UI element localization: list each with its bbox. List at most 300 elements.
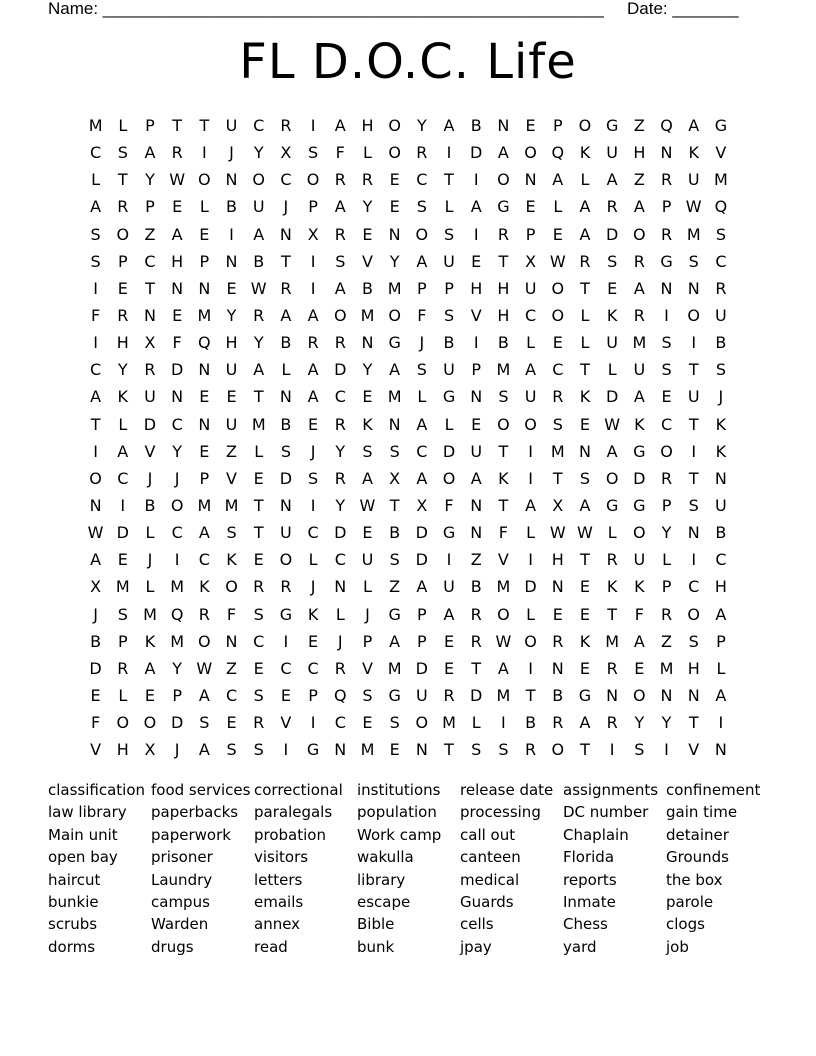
grid-letter[interactable]: S — [253, 686, 264, 706]
grid-letter[interactable]: E — [634, 658, 645, 678]
grid-letter[interactable]: S — [634, 740, 645, 760]
grid-letter[interactable]: R — [280, 577, 292, 597]
grid-letter[interactable]: O — [116, 224, 130, 244]
grid-letter[interactable]: R — [443, 686, 455, 706]
grid-letter[interactable]: C — [253, 116, 265, 136]
grid-letter[interactable]: S — [688, 631, 699, 651]
grid-letter[interactable]: P — [362, 631, 373, 651]
grid-letter[interactable]: P — [308, 197, 318, 217]
grid-letter[interactable]: A — [552, 170, 564, 190]
grid-letter[interactable]: S — [579, 468, 591, 488]
grid-letter[interactable]: T — [580, 740, 590, 760]
grid-letter[interactable]: T — [199, 116, 210, 136]
grid-letter[interactable]: T — [580, 360, 590, 380]
grid-letter[interactable]: C — [90, 360, 102, 380]
grid-letter[interactable]: I — [473, 224, 479, 244]
grid-letter[interactable]: R — [660, 468, 673, 488]
grid-letter[interactable]: C — [280, 170, 292, 190]
grid-letter[interactable]: M — [714, 170, 728, 190]
grid-letter[interactable]: A — [334, 197, 346, 217]
grid-letter[interactable]: A — [525, 496, 537, 516]
grid-letter[interactable]: M — [387, 387, 402, 407]
grid-letter[interactable]: I — [691, 550, 697, 570]
grid-letter[interactable]: R — [552, 631, 564, 651]
grid-letter[interactable]: G — [388, 604, 401, 624]
grid-letter[interactable]: S — [280, 441, 291, 461]
grid-letter[interactable]: I — [310, 251, 316, 271]
grid-letter[interactable]: O — [225, 577, 238, 597]
grid-letter[interactable]: S — [253, 740, 264, 760]
grid-letter[interactable]: T — [688, 360, 699, 380]
grid-letter[interactable]: A — [525, 360, 537, 380]
grid-letter[interactable]: B — [144, 496, 156, 516]
grid-letter[interactable]: K — [226, 550, 237, 570]
grid-letter[interactable]: E — [471, 414, 482, 434]
grid-letter[interactable]: Z — [389, 577, 401, 597]
grid-letter[interactable]: C — [525, 306, 537, 326]
grid-letter[interactable]: I — [473, 333, 479, 353]
grid-letter[interactable]: M — [496, 360, 511, 380]
grid-letter[interactable]: N — [687, 686, 700, 706]
grid-letter[interactable]: R — [606, 550, 618, 570]
grid-letter[interactable]: S — [226, 523, 237, 543]
grid-letter[interactable]: Z — [226, 658, 238, 678]
grid-letter[interactable]: P — [172, 686, 182, 706]
grid-letter[interactable]: R — [606, 658, 618, 678]
grid-letter[interactable]: R — [171, 143, 183, 163]
grid-letter[interactable]: H — [225, 333, 238, 353]
grid-letter[interactable]: T — [607, 604, 618, 624]
grid-letter[interactable]: N — [279, 224, 292, 244]
grid-letter[interactable]: S — [117, 604, 128, 624]
grid-letter[interactable]: B — [497, 333, 509, 353]
grid-letter[interactable]: W — [495, 631, 512, 651]
grid-letter[interactable]: O — [442, 468, 456, 488]
grid-letter[interactable]: O — [551, 278, 565, 298]
grid-letter[interactable]: V — [90, 740, 102, 760]
grid-letter[interactable]: N — [470, 387, 483, 407]
grid-letter[interactable]: R — [253, 713, 265, 733]
grid-letter[interactable]: E — [389, 170, 400, 190]
grid-letter[interactable]: P — [417, 278, 427, 298]
grid-letter[interactable]: W — [250, 278, 267, 298]
grid-letter[interactable]: A — [579, 713, 591, 733]
grid-letter[interactable]: Y — [226, 306, 237, 326]
grid-letter[interactable]: N — [687, 278, 700, 298]
grid-letter[interactable]: N — [89, 496, 102, 516]
grid-letter[interactable]: W — [196, 658, 213, 678]
grid-letter[interactable]: A — [443, 116, 455, 136]
grid-letter[interactable]: T — [90, 414, 101, 434]
grid-letter[interactable]: D — [334, 523, 347, 543]
grid-letter[interactable]: R — [253, 577, 265, 597]
grid-letter[interactable]: L — [716, 658, 726, 678]
grid-letter[interactable]: A — [198, 523, 210, 543]
grid-letter[interactable]: G — [388, 333, 401, 353]
grid-letter[interactable]: U — [633, 550, 646, 570]
grid-letter[interactable]: I — [283, 631, 289, 651]
grid-letter[interactable]: T — [117, 170, 128, 190]
grid-letter[interactable]: O — [524, 631, 537, 651]
grid-letter[interactable]: I — [283, 740, 289, 760]
grid-letter[interactable]: E — [117, 550, 128, 570]
grid-letter[interactable]: Y — [172, 441, 183, 461]
grid-letter[interactable]: Z — [226, 441, 238, 461]
grid-letter[interactable]: F — [444, 496, 454, 516]
grid-letter[interactable]: C — [334, 713, 346, 733]
grid-letter[interactable]: D — [470, 686, 483, 706]
grid-letter[interactable]: D — [143, 414, 157, 434]
grid-letter[interactable]: E — [389, 740, 400, 760]
grid-letter[interactable]: C — [307, 658, 319, 678]
grid-letter[interactable]: M — [496, 686, 511, 706]
grid-letter[interactable]: R — [198, 604, 210, 624]
grid-letter[interactable]: A — [117, 441, 129, 461]
grid-letter[interactable]: W — [685, 197, 702, 217]
grid-letter[interactable]: T — [525, 686, 536, 706]
grid-letter[interactable]: H — [361, 116, 374, 136]
grid-letter[interactable]: L — [662, 550, 671, 570]
grid-letter[interactable]: I — [609, 740, 615, 760]
grid-letter[interactable]: J — [337, 631, 343, 651]
grid-letter[interactable]: J — [419, 333, 425, 353]
grid-letter[interactable]: K — [715, 414, 727, 434]
grid-letter[interactable]: R — [334, 224, 346, 244]
grid-letter[interactable]: B — [552, 686, 564, 706]
grid-letter[interactable]: W — [169, 170, 186, 190]
grid-letter[interactable]: D — [470, 143, 483, 163]
grid-letter[interactable]: D — [170, 360, 184, 380]
grid-letter[interactable]: M — [496, 577, 511, 597]
grid-letter[interactable]: J — [147, 550, 153, 570]
grid-letter[interactable]: G — [605, 116, 619, 136]
grid-letter[interactable]: O — [333, 306, 347, 326]
grid-letter[interactable]: M — [387, 658, 402, 678]
grid-letter[interactable]: S — [308, 468, 319, 488]
grid-letter[interactable]: N — [415, 740, 428, 760]
grid-letter[interactable]: B — [280, 414, 292, 434]
grid-letter[interactable]: O — [415, 224, 429, 244]
grid-letter[interactable]: U — [687, 170, 700, 190]
grid-letter[interactable]: M — [550, 441, 565, 461]
grid-letter[interactable]: I — [664, 306, 669, 326]
grid-letter[interactable]: N — [198, 278, 211, 298]
grid-letter[interactable]: E — [172, 306, 183, 326]
grid-letter[interactable]: A — [715, 686, 727, 706]
grid-letter[interactable]: R — [579, 251, 591, 271]
grid-letter[interactable]: H — [116, 333, 129, 353]
grid-letter[interactable]: A — [579, 197, 591, 217]
grid-letter[interactable]: T — [172, 116, 183, 136]
grid-letter[interactable]: D — [89, 658, 102, 678]
grid-letter[interactable]: B — [361, 278, 373, 298]
grid-letter[interactable]: L — [607, 523, 617, 543]
grid-letter[interactable]: R — [280, 116, 292, 136]
grid-letter[interactable]: J — [174, 740, 180, 760]
grid-letter[interactable]: F — [498, 523, 508, 543]
grid-letter[interactable]: Y — [335, 441, 346, 461]
grid-letter[interactable]: L — [444, 414, 454, 434]
grid-letter[interactable]: P — [471, 360, 482, 380]
grid-letter[interactable]: U — [252, 197, 265, 217]
grid-letter[interactable]: J — [147, 468, 153, 488]
grid-letter[interactable]: L — [145, 577, 155, 597]
grid-letter[interactable]: R — [334, 414, 346, 434]
grid-letter[interactable]: S — [389, 441, 400, 461]
grid-letter[interactable]: M — [686, 224, 701, 244]
grid-letter[interactable]: F — [417, 306, 427, 326]
grid-letter[interactable]: R — [552, 713, 564, 733]
grid-letter[interactable]: P — [117, 251, 128, 271]
grid-letter[interactable]: O — [633, 224, 646, 244]
grid-letter[interactable]: G — [633, 441, 646, 461]
grid-letter[interactable]: A — [171, 224, 183, 244]
grid-letter[interactable]: G — [306, 740, 320, 760]
grid-letter[interactable]: N — [606, 686, 619, 706]
grid-letter[interactable]: L — [526, 333, 536, 353]
grid-letter[interactable]: Q — [170, 604, 184, 624]
grid-letter[interactable]: O — [633, 686, 646, 706]
grid-letter[interactable]: T — [253, 387, 264, 407]
grid-letter[interactable]: G — [714, 116, 728, 136]
grid-letter[interactable]: O — [524, 143, 537, 163]
grid-letter[interactable]: U — [687, 387, 700, 407]
grid-letter[interactable]: M — [659, 658, 674, 678]
grid-letter[interactable]: P — [525, 224, 536, 244]
grid-letter[interactable]: N — [225, 251, 238, 271]
grid-letter[interactable]: R — [334, 170, 346, 190]
grid-letter[interactable]: T — [145, 278, 155, 298]
grid-letter[interactable]: L — [91, 170, 101, 190]
grid-letter[interactable]: N — [279, 387, 292, 407]
grid-letter[interactable]: L — [363, 143, 372, 163]
grid-letter[interactable]: R — [470, 604, 482, 624]
grid-letter[interactable]: S — [607, 251, 618, 271]
grid-letter[interactable]: X — [144, 333, 156, 353]
grid-letter[interactable]: B — [226, 197, 238, 217]
grid-letter[interactable]: O — [551, 306, 565, 326]
grid-letter[interactable]: N — [388, 414, 401, 434]
grid-letter[interactable]: K — [144, 631, 156, 651]
grid-letter[interactable]: L — [580, 306, 590, 326]
grid-letter[interactable]: T — [389, 496, 400, 516]
grid-letter[interactable]: L — [607, 360, 617, 380]
grid-letter[interactable]: I — [120, 496, 126, 516]
grid-letter[interactable]: S — [661, 360, 672, 380]
date-field[interactable]: Date: _______ — [627, 0, 739, 18]
grid-letter[interactable]: R — [525, 740, 537, 760]
grid-letter[interactable]: N — [225, 631, 238, 651]
grid-letter[interactable]: U — [443, 251, 455, 271]
grid-letter[interactable]: O — [687, 306, 701, 326]
grid-letter[interactable]: A — [416, 577, 428, 597]
grid-letter[interactable]: C — [307, 523, 319, 543]
grid-letter[interactable]: C — [552, 360, 564, 380]
grid-letter[interactable]: A — [606, 441, 618, 461]
grid-letter[interactable]: L — [118, 116, 128, 136]
grid-letter[interactable]: E — [471, 251, 482, 271]
grid-letter[interactable]: I — [201, 143, 207, 163]
grid-letter[interactable]: W — [87, 523, 104, 543]
grid-letter[interactable]: T — [281, 251, 291, 271]
grid-letter[interactable]: Z — [633, 116, 645, 136]
grid-letter[interactable]: O — [415, 713, 429, 733]
grid-letter[interactable]: N — [388, 224, 401, 244]
grid-letter[interactable]: A — [688, 116, 700, 136]
grid-letter[interactable]: S — [308, 143, 319, 163]
grid-letter[interactable]: U — [606, 143, 619, 163]
grid-letter[interactable]: C — [715, 251, 727, 271]
grid-letter[interactable]: N — [660, 278, 673, 298]
grid-letter[interactable]: J — [283, 197, 289, 217]
grid-letter[interactable]: S — [661, 333, 672, 353]
grid-letter[interactable]: U — [443, 577, 455, 597]
grid-letter[interactable]: E — [552, 224, 563, 244]
grid-letter[interactable]: G — [279, 604, 293, 624]
grid-letter[interactable]: A — [416, 251, 428, 271]
grid-letter[interactable]: S — [389, 713, 400, 733]
grid-letter[interactable]: F — [634, 604, 644, 624]
grid-letter[interactable]: C — [198, 550, 210, 570]
grid-letter[interactable]: A — [470, 468, 482, 488]
grid-letter[interactable]: I — [528, 441, 533, 461]
grid-letter[interactable]: X — [280, 143, 292, 163]
grid-letter[interactable]: I — [310, 713, 316, 733]
grid-letter[interactable]: R — [552, 387, 564, 407]
grid-letter[interactable]: N — [470, 523, 483, 543]
grid-letter[interactable]: T — [253, 496, 264, 516]
grid-letter[interactable]: J — [93, 604, 98, 624]
grid-letter[interactable]: E — [199, 441, 210, 461]
grid-letter[interactable]: R — [334, 333, 346, 353]
grid-letter[interactable]: T — [471, 658, 482, 678]
grid-letter[interactable]: U — [144, 387, 156, 407]
grid-letter[interactable]: D — [605, 224, 619, 244]
grid-letter[interactable]: R — [660, 224, 673, 244]
grid-letter[interactable]: R — [606, 713, 618, 733]
grid-letter[interactable]: R — [361, 170, 374, 190]
grid-letter[interactable]: P — [145, 197, 155, 217]
grid-letter[interactable]: R — [660, 170, 673, 190]
grid-letter[interactable]: O — [633, 523, 646, 543]
grid-letter[interactable]: A — [633, 197, 645, 217]
grid-letter[interactable]: I — [718, 713, 724, 733]
grid-letter[interactable]: N — [198, 414, 211, 434]
grid-letter[interactable]: L — [553, 197, 563, 217]
grid-letter[interactable]: I — [310, 116, 316, 136]
grid-letter[interactable]: B — [715, 333, 727, 353]
grid-letter[interactable]: M — [224, 496, 239, 516]
grid-letter[interactable]: E — [199, 224, 210, 244]
grid-letter[interactable]: O — [687, 604, 701, 624]
grid-letter[interactable]: M — [197, 496, 212, 516]
grid-letter[interactable]: I — [93, 278, 98, 298]
grid-letter[interactable]: G — [497, 197, 510, 217]
grid-letter[interactable]: P — [661, 577, 672, 597]
grid-letter[interactable]: S — [688, 251, 699, 271]
grid-letter[interactable]: A — [90, 387, 102, 407]
grid-letter[interactable]: G — [442, 387, 456, 407]
grid-letter[interactable]: V — [688, 740, 700, 760]
grid-letter[interactable]: A — [715, 604, 727, 624]
grid-letter[interactable]: R — [633, 251, 645, 271]
grid-letter[interactable]: A — [334, 116, 346, 136]
grid-letter[interactable]: L — [417, 387, 427, 407]
grid-letter[interactable]: A — [633, 278, 645, 298]
grid-letter[interactable]: S — [90, 251, 101, 271]
grid-letter[interactable]: C — [715, 550, 727, 570]
grid-letter[interactable]: E — [308, 414, 319, 434]
grid-letter[interactable]: C — [416, 441, 428, 461]
grid-letter[interactable]: J — [310, 441, 316, 461]
grid-letter[interactable]: N — [578, 441, 591, 461]
grid-letter[interactable]: E — [226, 387, 237, 407]
grid-letter[interactable]: B — [525, 713, 537, 733]
grid-letter[interactable]: W — [359, 496, 376, 516]
grid-letter[interactable]: Y — [172, 658, 183, 678]
grid-letter[interactable]: A — [633, 387, 645, 407]
grid-letter[interactable]: S — [335, 251, 346, 271]
grid-letter[interactable]: Y — [362, 360, 373, 380]
grid-letter[interactable]: P — [417, 604, 427, 624]
grid-letter[interactable]: E — [172, 197, 183, 217]
grid-letter[interactable]: S — [199, 713, 210, 733]
grid-letter[interactable]: O — [660, 441, 673, 461]
grid-letter[interactable]: L — [363, 577, 372, 597]
grid-letter[interactable]: G — [388, 686, 401, 706]
grid-letter[interactable]: O — [524, 414, 537, 434]
grid-letter[interactable]: M — [360, 306, 375, 326]
grid-letter[interactable]: E — [525, 197, 536, 217]
grid-letter[interactable]: T — [688, 414, 699, 434]
grid-letter[interactable]: K — [688, 143, 699, 163]
grid-letter[interactable]: M — [632, 333, 647, 353]
grid-letter[interactable]: A — [579, 496, 591, 516]
grid-letter[interactable]: D — [605, 387, 619, 407]
grid-letter[interactable]: E — [607, 278, 618, 298]
name-field[interactable]: Name: _____________________________________________________ — [48, 0, 604, 18]
grid-letter[interactable]: A — [198, 740, 210, 760]
grid-letter[interactable]: L — [444, 197, 454, 217]
grid-letter[interactable]: P — [308, 686, 318, 706]
grid-letter[interactable]: V — [497, 550, 509, 570]
grid-letter[interactable]: T — [552, 468, 563, 488]
grid-letter[interactable]: S — [389, 550, 400, 570]
grid-letter[interactable]: O — [198, 170, 211, 190]
grid-letter[interactable]: L — [580, 333, 590, 353]
grid-letter[interactable]: Y — [145, 170, 155, 190]
grid-letter[interactable]: A — [253, 360, 265, 380]
grid-letter[interactable]: S — [253, 604, 264, 624]
grid-letter[interactable]: L — [281, 360, 291, 380]
grid-letter[interactable]: F — [226, 604, 237, 624]
grid-letter[interactable]: E — [579, 604, 591, 624]
grid-letter[interactable]: E — [443, 631, 455, 651]
grid-letter[interactable]: C — [90, 143, 102, 163]
grid-letter[interactable]: S — [90, 224, 101, 244]
grid-letter[interactable]: U — [415, 686, 428, 706]
grid-letter[interactable]: P — [145, 116, 155, 136]
grid-letter[interactable]: O — [497, 414, 510, 434]
grid-letter[interactable]: C — [171, 414, 183, 434]
grid-letter[interactable]: A — [497, 658, 509, 678]
grid-letter[interactable]: O — [198, 631, 211, 651]
grid-letter[interactable]: A — [579, 224, 591, 244]
grid-letter[interactable]: T — [253, 523, 264, 543]
grid-letter[interactable]: Q — [551, 143, 565, 163]
grid-letter[interactable]: E — [253, 658, 264, 678]
grid-letter[interactable]: R — [144, 360, 156, 380]
